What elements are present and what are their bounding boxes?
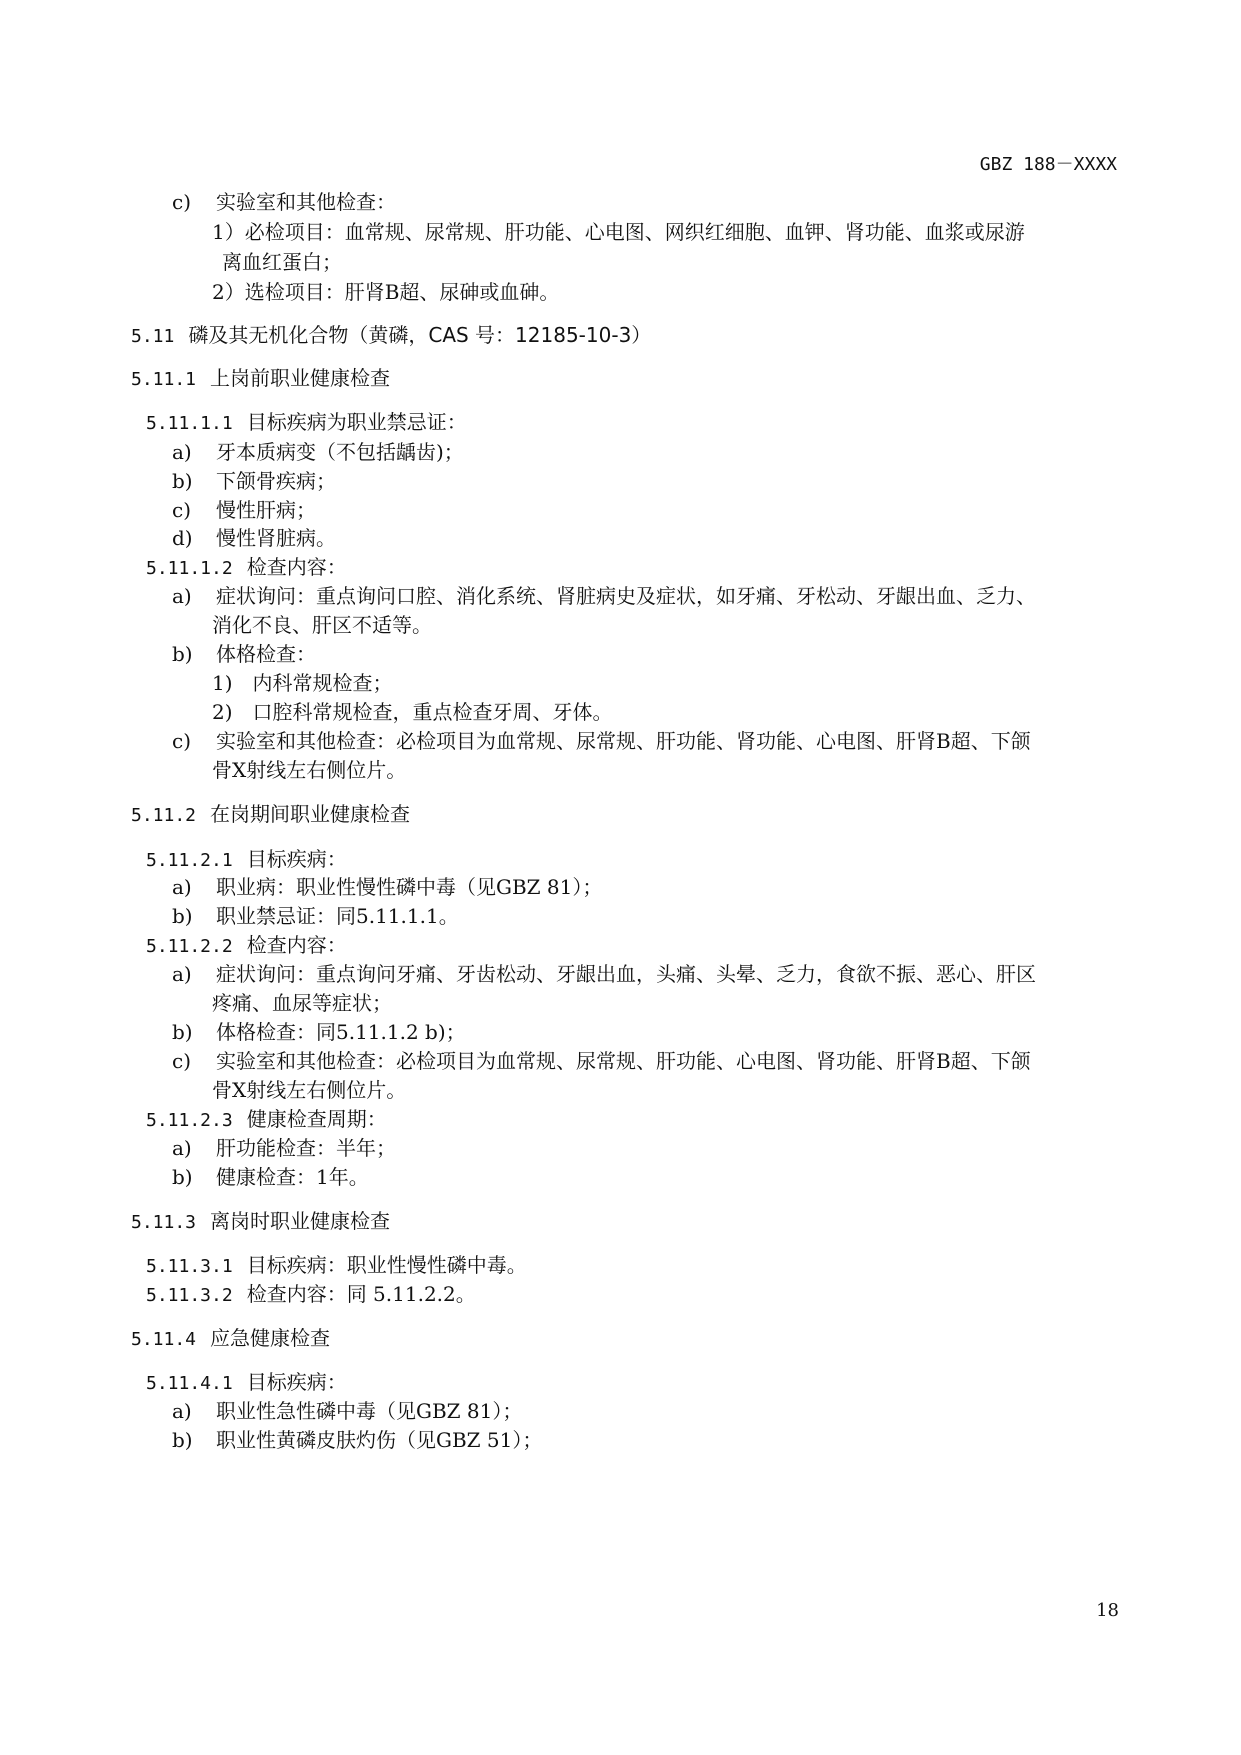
list-item-text: 慢性肾脏病。 — [216, 526, 336, 550]
section-title: 健康检查周期： — [246, 1107, 387, 1131]
list-item-label: b) — [172, 1020, 193, 1044]
document-code-header: GBZ 188－XXXX — [979, 154, 1117, 175]
clause-heading — [146, 933, 347, 959]
list-item — [172, 584, 1036, 608]
section-title: 目标疾病：职业性慢性磷中毒。 — [246, 1253, 527, 1277]
list-item-label: a) — [172, 584, 192, 608]
sub-item: 2) 口腔科常规检查，重点检查牙周、牙体。 — [212, 700, 613, 724]
list-item-label: b) — [172, 469, 193, 493]
list-item-label: a) — [172, 1399, 192, 1423]
section-title: 应急健康检查 — [210, 1326, 331, 1350]
list-item — [172, 875, 602, 899]
section-title: 目标疾病： — [246, 1370, 347, 1394]
list-item — [172, 729, 1031, 753]
list-item — [172, 1399, 522, 1423]
list-item-text: 职业性急性磷中毒（见GBZ 81）； — [216, 1399, 523, 1423]
list-item-text: 职业禁忌证：同5.11.1.1。 — [216, 904, 459, 928]
list-item — [172, 1020, 466, 1044]
list-item — [172, 1428, 542, 1452]
list-item-text: 体格检查：同5.11.1.2 b)； — [216, 1020, 466, 1044]
list-item-text: 肝功能检查：半年； — [216, 1136, 396, 1160]
section-title: 检查内容： — [246, 933, 347, 957]
list-item-label: a) — [172, 962, 192, 986]
section-number: 5.11.1.2 — [146, 558, 233, 579]
list-item-text: 慢性肝病； — [216, 498, 316, 522]
section-number: 5.11.3.1 — [146, 1256, 233, 1277]
section-number: 5.11.2 — [131, 805, 197, 826]
list-item-label: c) — [172, 190, 192, 214]
clause-heading — [146, 555, 347, 581]
sub-item: 2）选检项目：肝肾B超、尿砷或血砷。 — [212, 280, 560, 304]
sub-item: 1) 内科常规检查； — [212, 671, 393, 695]
list-item-text: 牙本质病变（不包括龋齿)； — [216, 440, 464, 464]
page-number: 18 — [1096, 1600, 1119, 1621]
section-number: 5.11.4.1 — [146, 1373, 233, 1394]
section-heading — [131, 1326, 330, 1352]
section-heading — [131, 802, 410, 828]
list-item-label: b) — [172, 642, 193, 666]
list-item-label: b) — [172, 1428, 193, 1452]
continuation-text: 骨X射线左右侧位片。 — [212, 758, 407, 782]
section-number: 5.11.1.1 — [146, 413, 233, 434]
continuation-text: 离血红蛋白； — [222, 250, 342, 274]
list-item-label: a) — [172, 440, 192, 464]
list-item-text: 职业病：职业性慢性磷中毒（见GBZ 81）； — [216, 875, 603, 899]
list-item — [172, 526, 336, 550]
list-item-text: 职业性黄磷皮肤灼伤（见GBZ 51）； — [216, 1428, 543, 1452]
list-item-label: c) — [172, 1049, 192, 1073]
section-title: 磷及其无机化合物（黄磷，CAS 号：12185-10-3） — [188, 323, 652, 347]
list-item — [172, 498, 316, 522]
continuation-text: 骨X射线左右侧位片。 — [212, 1078, 407, 1102]
list-item — [172, 440, 464, 464]
list-item-label: c) — [172, 498, 192, 522]
clause-heading — [146, 847, 347, 873]
list-item-label: b) — [172, 1165, 193, 1189]
sub-item: 1）必检项目：血常规、尿常规、肝功能、心电图、网织红细胞、血钾、肾功能、血浆或尿游 — [212, 220, 1025, 244]
section-number: 5.11.2.3 — [146, 1110, 233, 1131]
list-item — [172, 1165, 369, 1189]
clause-heading — [146, 1282, 476, 1308]
section-title: 在岗期间职业健康检查 — [210, 802, 411, 826]
section-title: 上岗前职业健康检查 — [210, 366, 391, 390]
section-title: 目标疾病为职业禁忌证： — [246, 410, 467, 434]
list-item-label: c) — [172, 729, 192, 753]
list-item-text: 健康检查：1年。 — [216, 1165, 369, 1189]
list-item-label: a) — [172, 875, 192, 899]
section-heading — [131, 366, 390, 392]
continuation-text: 疼痛、血尿等症状； — [212, 991, 392, 1015]
continuation-text: 消化不良、肝区不适等。 — [212, 613, 432, 637]
list-item-text: 实验室和其他检查：必检项目为血常规、尿常规、肝功能、心电图、肾功能、肝肾B超、下颌 — [216, 1049, 1031, 1073]
section-number: 5.11.3.2 — [146, 1285, 233, 1306]
section-number: 5.11.3 — [131, 1212, 197, 1233]
list-item-text: 体格检查： — [216, 642, 316, 666]
section-number: 5.11.2.1 — [146, 850, 233, 871]
section-title: 离岗时职业健康检查 — [210, 1209, 391, 1233]
list-item — [172, 1136, 396, 1160]
section-title: 目标疾病： — [246, 847, 347, 871]
list-item — [172, 1049, 1031, 1073]
clause-heading — [146, 1107, 387, 1133]
clause-heading — [146, 1370, 347, 1396]
section-number: 5.11.2.2 — [146, 936, 233, 957]
list-item — [172, 642, 316, 666]
list-item — [172, 904, 459, 928]
list-item-text: 下颌骨疾病； — [216, 469, 336, 493]
list-item-text: 症状询问：重点询问口腔、消化系统、肾脏病史及症状，如牙痛、牙松动、牙龈出血、乏力、 — [216, 584, 1036, 608]
list-item — [172, 962, 1036, 986]
list-item-label: d) — [172, 526, 193, 550]
section-heading — [131, 323, 651, 349]
list-item-label: b) — [172, 904, 193, 928]
list-item-text: 实验室和其他检查： — [216, 190, 396, 214]
list-item-label: a) — [172, 1136, 192, 1160]
section-title: 检查内容：同 5.11.2.2。 — [246, 1282, 476, 1306]
section-heading — [131, 1209, 390, 1235]
list-item — [172, 190, 396, 214]
clause-heading — [146, 410, 467, 436]
section-title: 检查内容： — [246, 555, 347, 579]
list-item-text: 症状询问：重点询问牙痛、牙齿松动、牙龈出血，头痛、头晕、乏力，食欲不振、恶心、肝区 — [216, 962, 1036, 986]
list-item-text: 实验室和其他检查：必检项目为血常规、尿常规、肝功能、肾功能、心电图、肝肾B超、下颌 — [216, 729, 1031, 753]
section-number: 5.11.1 — [131, 369, 197, 390]
section-number: 5.11 — [131, 326, 175, 347]
section-number: 5.11.4 — [131, 1329, 197, 1350]
clause-heading — [146, 1253, 527, 1279]
list-item — [172, 469, 336, 493]
